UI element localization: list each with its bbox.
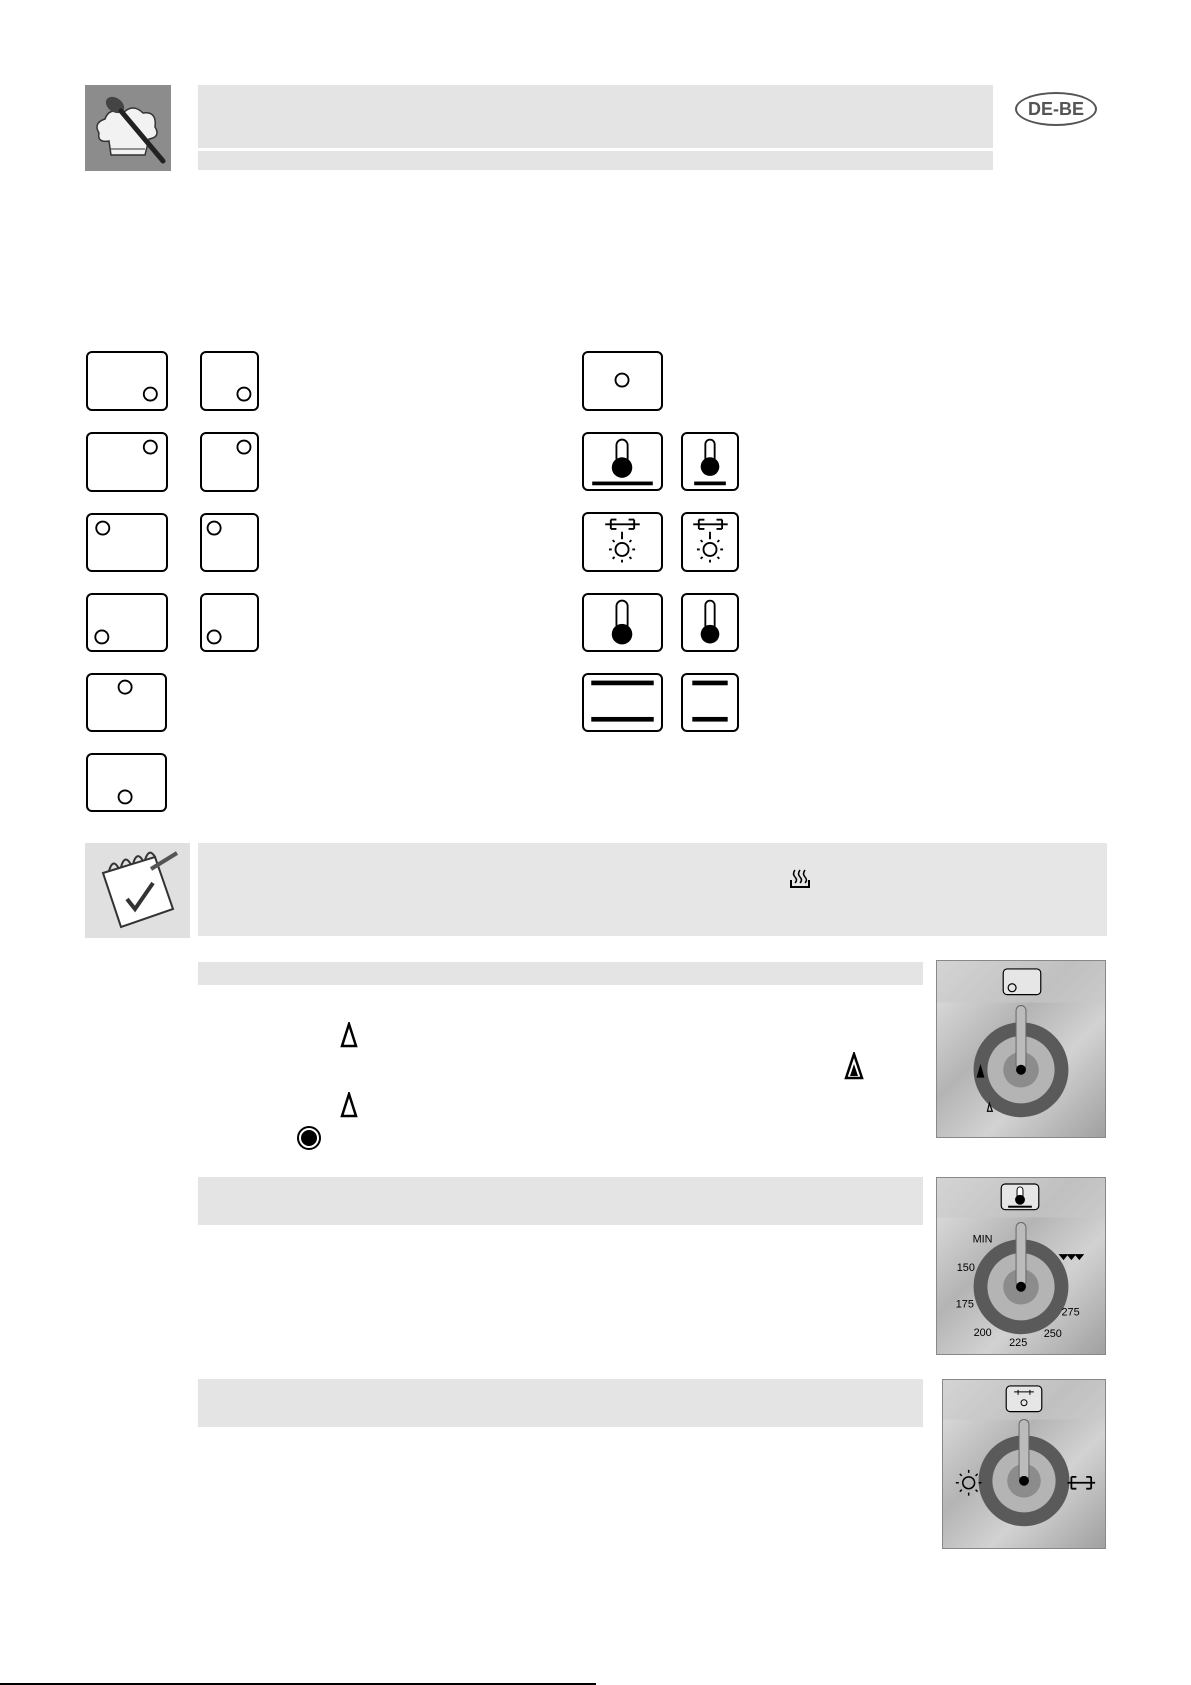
burner-central-front-symbol	[86, 753, 167, 812]
oven-dial-label-150: 150	[956, 1261, 975, 1274]
burner-front-left-symbol	[86, 513, 168, 572]
flame-outline-icon	[340, 1022, 358, 1048]
oven-dial-label-275: 275	[1061, 1306, 1080, 1319]
oven-thermostat-knob-photo	[936, 1177, 1106, 1355]
oven-functions-symbol	[582, 673, 663, 732]
chef-spoon-icon	[85, 85, 171, 171]
burner-knob-photo	[936, 960, 1106, 1138]
notepad-check-icon	[85, 843, 190, 938]
oven-functions-symbol-small	[681, 673, 739, 732]
burner-front-left-symbol-small	[200, 513, 259, 572]
grill-light-symbol	[582, 512, 663, 572]
burner-central-rear-symbol	[86, 673, 167, 732]
burner-rear-right-symbol-small	[200, 351, 259, 411]
oven-dial-label-250: 250	[1043, 1328, 1062, 1341]
region-badge: DE-BE	[1015, 92, 1097, 126]
steam-icon	[789, 868, 811, 890]
burner-rear-left-symbol	[86, 593, 168, 652]
burner-front-right-symbol	[86, 432, 168, 492]
electric-oven-thermostat-symbol	[582, 593, 663, 652]
gas-oven-thermostat-symbol	[582, 432, 663, 491]
burner-rear-right-symbol	[86, 351, 168, 411]
burner-rear-left-symbol-small	[200, 593, 259, 652]
flame-filled-icon	[844, 1052, 864, 1080]
gas-oven-thermostat-symbol-small	[681, 432, 739, 491]
off-dot-icon	[296, 1125, 322, 1151]
header-subtitle-band	[198, 151, 993, 170]
note-text-band	[198, 843, 1107, 936]
grill-light-knob-photo	[942, 1379, 1106, 1549]
oven-dial-label-225: 225	[1009, 1337, 1028, 1350]
section-grill-light-header	[198, 1379, 923, 1427]
electric-oven-thermostat-symbol-small	[681, 593, 739, 652]
header-title-band	[198, 85, 993, 148]
section-oven-thermostat-header	[198, 1177, 923, 1225]
burner-front-right-symbol-small	[200, 432, 259, 492]
oven-dial-label-200: 200	[973, 1327, 992, 1340]
oven-dial-label-min: MIN	[972, 1233, 993, 1246]
grill-light-symbol-small	[681, 512, 739, 572]
flame-outline-icon-2	[340, 1092, 358, 1118]
section-burner-header	[198, 962, 923, 985]
burner-central-symbol	[582, 351, 663, 411]
oven-dial-label-175: 175	[955, 1298, 974, 1311]
